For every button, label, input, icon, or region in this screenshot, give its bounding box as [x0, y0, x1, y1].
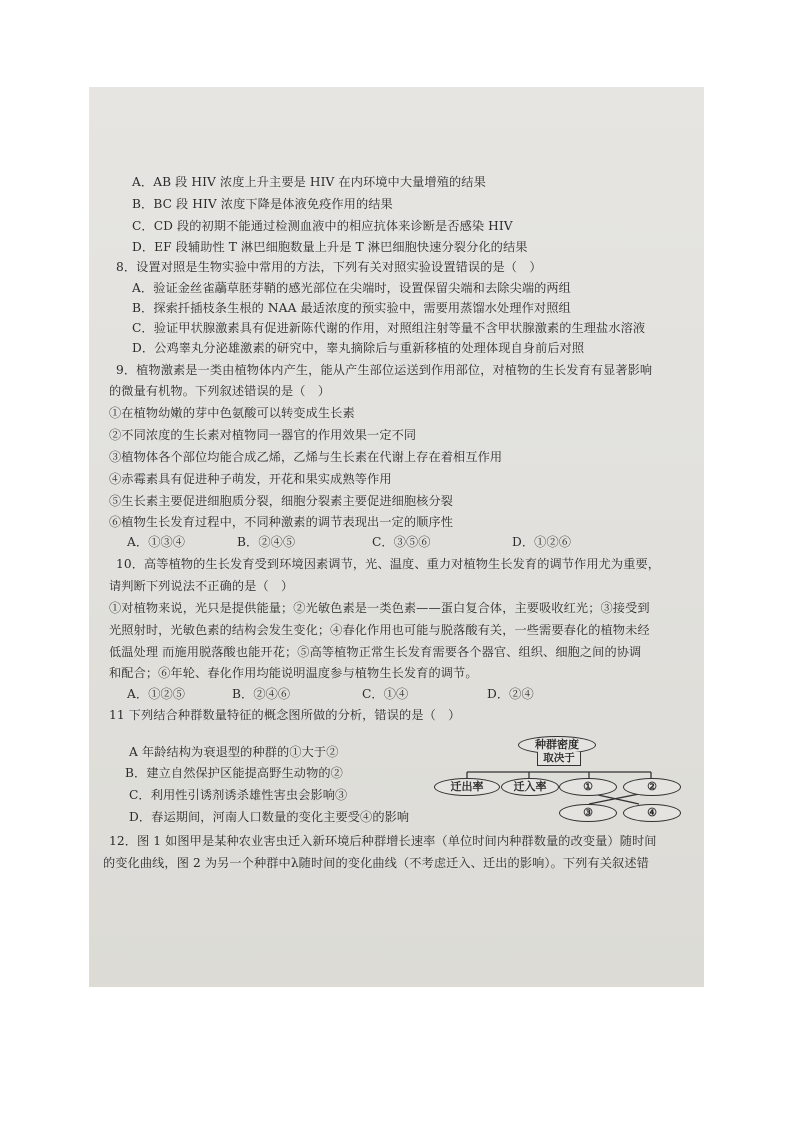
q10-stem-line2: 请判断下列说法不正确的是（ ） [109, 579, 294, 593]
q12-stem-line1: 12．图 1 如图甲是某种农业害虫迁入新环境后种群增长速率（单位时间内种群数量的改变量）随时间 [109, 834, 657, 848]
population-concept-map [429, 732, 699, 832]
q9-answer-a: A．①③④ [127, 535, 186, 549]
q10-answers [127, 686, 534, 702]
q10-text-line5: 低温处理 而施用脱落酸也能开花；⑤高等植物正常生长发育需要各个器官、组织、细胞之间的协调 [109, 645, 642, 659]
depends-on-label: 取决于 [537, 752, 581, 766]
q9-stem-line1: 9．植物激素是一类由植物体内产生，能从产生部位运送到作用部位，对植物的生长发育有显著影响 [116, 363, 653, 377]
q8-stem: 8．设置对照是生物实验中常用的方法，下列有关对照实验设置错误的是（ ） [116, 260, 542, 274]
q10-stem-line1: 10．高等植物的生长发育受到环境因素调节，光、温度、重力对植物生长发育的调节作用尤为重要， [116, 557, 661, 571]
q8-option-c: C．验证甲状腺激素具有促进新陈代谢的作用，对照组注射等量不含甲状腺激素的生理盐水溶液 [132, 321, 646, 335]
q9-item-5: ⑤生长素主要促进细胞质分裂，细胞分裂素主要促进细胞核分裂 [109, 494, 454, 508]
q12-stem-line2: 的变化曲线，图 2 为另一个种群中λ随时间的变化曲线（不考虑迁入、迁出的影响）。下列有关叙述错 [103, 856, 649, 870]
emigration-rate-node: 迁出率 [434, 778, 500, 796]
q9-item-1: ①在植物幼嫩的芽中色氨酸可以转变成生长素 [109, 406, 355, 420]
q11-stem: 11 下列结合种群数量特征的概念图所做的分析，错误的是（ ） [109, 708, 461, 722]
q9-item-4: ④赤霉素具有促进种子萌发，开花和果实成熟等作用 [109, 472, 392, 486]
q9-item-2: ②不同浓度的生长素对植物同一器官的作用效果一定不同 [109, 428, 417, 442]
q8-option-b: B．探索扦插枝条生根的 NAA 最适浓度的预实验中，需要用蒸馏水处理作对照组 [132, 301, 571, 315]
q11-option-d: D．春运期间，河南人口数量的变化主要受④的影响 [129, 810, 410, 824]
q11-option-c: C．利用性引诱剂诱杀雄性害虫会影响③ [129, 788, 348, 802]
node-1: ① [559, 778, 617, 796]
q9-answer-b: B．②④⑤ [237, 535, 296, 549]
exam-page-photo [89, 87, 704, 987]
q8-option-a: A．验证金丝雀虉草胚芽鞘的感光部位在尖端时，设置保留尖端和去除尖端的两组 [132, 281, 571, 295]
q10-text-line4: 光照射时，光敏色素的结构会发生变化；④春化作用也可能与脱落酸有关，一些需要春化的植物未经 [109, 623, 650, 637]
population-density-node: 种群密度 [518, 736, 596, 754]
q11-option-b: B．建立自然保护区能提高野生动物的② [125, 766, 343, 780]
q11-option-a: A 年龄结构为衰退型的种群的①大于② [129, 745, 339, 759]
q9-answer-d: D．①②⑥ [512, 535, 572, 549]
q7-option-b: B．BC 段 HIV 浓度下降是体液免疫作用的结果 [132, 197, 393, 211]
q10-text-line3: ①对植物来说，光只是提供能量；②光敏色素是一类色素——蛋白复合体，主要吸收红光；③接受到 [109, 601, 650, 615]
q7-option-a: A．AB 段 HIV 浓度上升主要是 HIV 在内环境中大量增殖的结果 [132, 175, 486, 189]
node-2: ② [623, 778, 681, 796]
q10-answer-a: A．①②⑤ [127, 687, 186, 701]
q9-item-6: ⑥植物生长发育过程中，不同种激素的调节表现出一定的顺序性 [109, 515, 454, 529]
q7-option-c: C．CD 段的初期不能通过检测血液中的相应抗体来诊断是否感染 HIV [132, 219, 513, 233]
node-4: ④ [623, 804, 681, 822]
q10-text-line6: 和配合；⑥年轮、春化作用均能说明温度参与植物生长发育的调节。 [109, 666, 478, 680]
node-3: ③ [559, 804, 617, 822]
q10-answer-d: D．②④ [487, 687, 534, 701]
q9-stem-line2: 的微量有机物。下列叙述错误的是（ ） [109, 384, 331, 398]
q9-answers [127, 534, 571, 550]
q9-item-3: ③植物体各个部位均能合成乙烯，乙烯与生长素在代谢上存在着相互作用 [109, 450, 503, 464]
q8-option-d: D．公鸡睾丸分泌雄激素的研究中，睾丸摘除后与重新移植的处理体现自身前后对照 [132, 341, 585, 355]
q10-answer-c: C．①④ [362, 687, 409, 701]
q9-answer-c: C．③⑤⑥ [372, 535, 431, 549]
immigration-rate-node: 迁入率 [501, 778, 559, 796]
q10-answer-b: B．②④⑥ [232, 687, 291, 701]
q7-option-d: D．EF 段辅助性 T 淋巴细胞数量上升是 T 淋巴细胞快速分裂分化的结果 [132, 240, 528, 254]
